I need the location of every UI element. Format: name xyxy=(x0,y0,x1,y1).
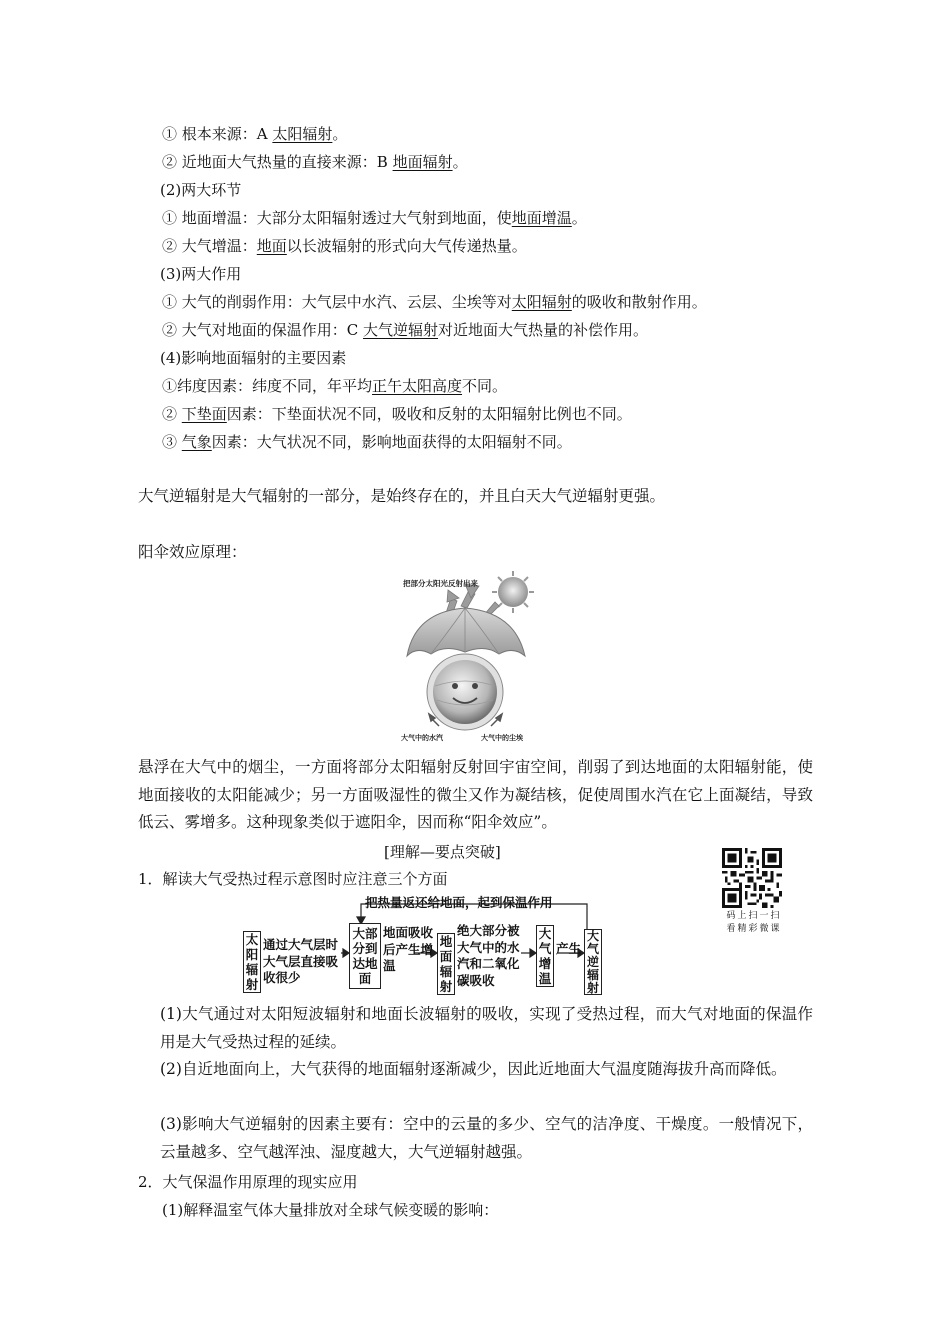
qr-caption-watch: 看精彩微课 xyxy=(726,924,782,934)
box-atmosphere-warming: 大气增温 xyxy=(536,925,554,987)
line-text: ③ xyxy=(162,433,182,451)
text-produce: 产生 xyxy=(556,941,582,956)
line-text: 因素：大气状况不同，影响地面获得的太阳辐射不同。 xyxy=(211,433,572,451)
underlined-term: 气象 xyxy=(181,433,212,451)
box-reach-ground: 大部分到达地面 xyxy=(349,923,381,989)
item1-title: 1．解读大气受热过程示意图时应注意三个方面 xyxy=(138,870,448,888)
umbrella-explanation: 悬浮在大气中的烟尘，一方面将部分太阳辐射反射回宇宙空间，削弱了到达地面的太阳辐射能，使地面接收的太阳能减少；另一方面吸湿性的微尘又作为凝结核，促使周围水汽在它上面凝结，导致低云、雾增多。这种现象类似于遮阳伞，因而称“阳伞效应”。 xyxy=(138,758,813,831)
qr-code-icon[interactable] xyxy=(722,848,782,908)
note-umbrella-title: 阳伞效应原理： xyxy=(138,543,247,561)
line-latitude xyxy=(162,376,507,396)
heating-process-flowchart xyxy=(240,893,605,995)
underlined-term: 地面增温 xyxy=(511,209,572,227)
line-text: ② 大气对地面的保温作用：C xyxy=(162,321,364,339)
point1-paragraph: (1)大气通过对太阳短波辐射和地面长波辐射的吸收，实现了受热过程，而大气对地面的保温作用是大气受热过程的延续。 xyxy=(160,1005,813,1051)
heading-two-links xyxy=(160,180,241,200)
underlined-term: 地面辐射 xyxy=(392,153,453,171)
line-text: ② xyxy=(162,405,182,423)
point3-paragraph: (3)影响大气逆辐射的因素主要有：空中的云量的多少、空气的洁净度、干燥度。一般情况下，云量越多、空气越浑浊、湿度越大，大气逆辐射越强。 xyxy=(160,1115,813,1161)
line-atmosphere-warming xyxy=(162,236,527,256)
box-solar-radiation: 太阳辐射 xyxy=(243,931,261,993)
line-text: 。 xyxy=(332,125,348,143)
line-text: (3)两大作用 xyxy=(160,265,242,283)
line-text: 因素：下垫面状况不同，吸收和反射的太阳辐射比例也不同。 xyxy=(226,405,632,423)
item2-title: 2．大气保温作用原理的现实应用 xyxy=(138,1173,358,1191)
text-ground-absorb: 地面吸收后产生增温 xyxy=(383,925,434,973)
line-source-root xyxy=(162,124,347,144)
note-counter-radiation: 大气逆辐射是大气辐射的一部分，是始终存在的，并且白天大气逆辐射更强。 xyxy=(138,487,666,505)
line-text: 以长波辐射的形式向大气传递热量。 xyxy=(286,237,527,255)
line-text: 。 xyxy=(452,153,468,171)
umbrella-icon xyxy=(407,608,525,656)
umbrella-top-label: 把部分太阳光反射出来 xyxy=(403,579,478,588)
section-title: [理解—要点突破] xyxy=(384,843,501,861)
line-text: ①纬度因素：纬度不同，年平均 xyxy=(162,377,373,395)
text-absorbed-by-gases: 绝大部分被大气中的水汽和二氧化碳吸收 xyxy=(457,923,520,988)
umbrella-left-label: 大气中的水汽 xyxy=(401,734,443,742)
qr-caption-scan: 码上扫一扫 xyxy=(726,911,782,921)
line-insulation xyxy=(162,320,648,340)
line-text: ② 大气增温： xyxy=(162,237,257,255)
feedback-label: 把热量返还给地面，起到保温作用 xyxy=(365,895,553,910)
point2-paragraph: (2)自近地面向上，大气获得的地面辐射逐渐减少，因此近地面大气温度随海拔升高而降低。 xyxy=(160,1060,787,1078)
umbrella-effect-figure xyxy=(395,568,535,748)
line-text: 的吸收和散射作用。 xyxy=(571,293,707,311)
line-text: 。 xyxy=(571,209,587,227)
text-passing-atmosphere: 通过大气层时大气层直接吸收很少 xyxy=(263,937,339,985)
underlined-term: 大气逆辐射 xyxy=(363,321,439,339)
line-text: ① 根本来源：A xyxy=(162,125,273,143)
item2-subtitle: (1)解释温室气体大量排放对全球气候变暖的影响： xyxy=(162,1201,499,1219)
line-text: 对近地面大气热量的补偿作用。 xyxy=(438,321,649,339)
line-ground-warming xyxy=(162,208,587,228)
underlined-term: 地面 xyxy=(256,237,287,255)
heading-factors xyxy=(160,348,346,368)
line-text: ① 地面增温：大部分太阳辐射透过大气射到地面，使 xyxy=(162,209,512,227)
underlined-term: 太阳辐射 xyxy=(272,125,333,143)
underlined-term: 正午太阳高度 xyxy=(372,377,463,395)
earth-icon xyxy=(427,654,503,730)
line-weather xyxy=(162,432,572,452)
underlined-term: 下垫面 xyxy=(181,405,227,423)
heading-two-effects xyxy=(160,264,241,284)
line-text: ② 近地面大气热量的直接来源：B xyxy=(162,153,393,171)
line-text: ① 大气的削弱作用：大气层中水汽、云层、尘埃等对 xyxy=(162,293,512,311)
line-text: 不同。 xyxy=(462,377,508,395)
box-ground-radiation: 地面辐射 xyxy=(437,933,455,995)
umbrella-right-label: 大气中的尘埃 xyxy=(481,734,523,742)
line-source-direct xyxy=(162,152,468,172)
box-counter-radiation: 大气逆辐射 xyxy=(584,929,602,995)
line-underlying-surface xyxy=(162,404,632,424)
underlined-term: 太阳辐射 xyxy=(511,293,572,311)
line-text: (2)两大环节 xyxy=(160,181,242,199)
line-text: (4)影响地面辐射的主要因素 xyxy=(160,349,347,367)
line-weakening xyxy=(162,292,707,312)
